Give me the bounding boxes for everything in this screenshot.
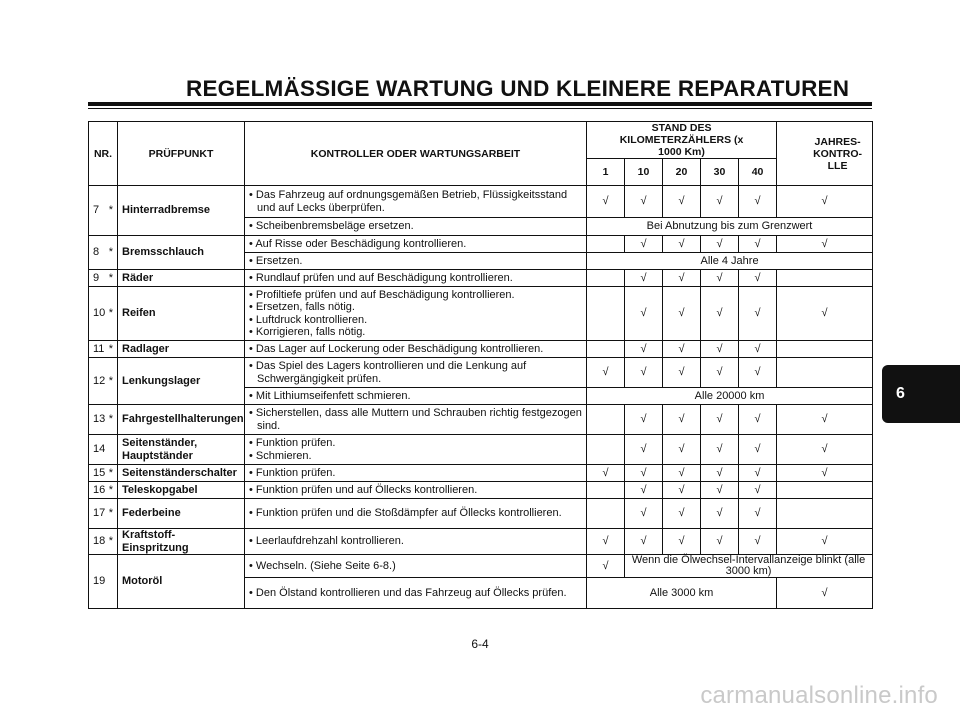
odometer-check: √ — [663, 358, 701, 388]
row-number — [89, 270, 118, 287]
row-number-value: 9 — [93, 271, 100, 284]
row-number-value: 19 — [93, 575, 106, 588]
header-kontrolle: KONTROLLER ODER WARTUNGSARBEIT — [245, 122, 587, 186]
odometer-check: √ — [739, 435, 777, 465]
action-text: • Rundlauf prüfen und auf Beschädigung kontrollieren. — [249, 272, 582, 285]
action-text: • Wechseln. (Siehe Seite 6-8.) — [249, 560, 582, 573]
row-action — [245, 236, 587, 253]
page-title: REGELMÄSSIGE WARTUNG UND KLEINERE REPARATUREN — [186, 76, 850, 101]
row-star: * — [108, 271, 113, 284]
odometer-check: √ — [663, 287, 701, 341]
row-action — [245, 578, 587, 609]
annual-check — [777, 482, 873, 499]
row-number — [89, 236, 118, 270]
watermark: carmanualsonline.info — [700, 682, 938, 709]
table-row — [89, 287, 873, 341]
table-row — [89, 529, 873, 555]
odometer-check: √ — [739, 341, 777, 358]
row-action — [245, 555, 587, 578]
odometer-check: √ — [587, 529, 625, 555]
row-star: * — [108, 466, 113, 479]
action-text: • Das Fahrzeug auf ordnungsgemäßen Betrieb, Flüssigkeitsstand und auf Lecks überprüfen. — [249, 189, 582, 214]
row-number — [89, 482, 118, 499]
row-star: * — [108, 342, 113, 355]
odometer-check: √ — [625, 529, 663, 555]
odometer-check: √ — [587, 358, 625, 388]
odometer-check: √ — [739, 465, 777, 482]
row-number — [89, 405, 118, 435]
odometer-check: √ — [625, 482, 663, 499]
row-action — [245, 465, 587, 482]
row-action — [245, 358, 587, 388]
odometer-check: √ — [739, 236, 777, 253]
row-pruefpunkt: Kraftstoff-Einspritzung — [118, 529, 245, 555]
odometer-check: √ — [701, 529, 739, 555]
row-pruefpunkt: Fahrgestellhalterungen — [118, 405, 245, 435]
row-star: * — [108, 204, 113, 217]
odometer-check: √ — [587, 555, 625, 578]
table-row — [89, 358, 873, 388]
row-star: * — [108, 413, 113, 426]
annual-check: √ — [777, 186, 873, 218]
odometer-check: √ — [701, 435, 739, 465]
odometer-check: √ — [663, 529, 701, 555]
row-action — [245, 388, 587, 405]
row-number-value: 12 — [93, 374, 106, 387]
odometer-check: √ — [739, 529, 777, 555]
row-number-value: 13 — [93, 413, 106, 426]
odometer-check: √ — [739, 287, 777, 341]
header-jahreskontrolle: JAHRES-KONTRO-LLE — [777, 122, 873, 186]
odometer-check: √ — [701, 499, 739, 529]
odometer-check: √ — [701, 341, 739, 358]
row-number — [89, 529, 118, 555]
action-text: • Funktion prüfen. — [249, 437, 582, 450]
interval-note: Alle 20000 km — [587, 388, 873, 405]
action-text: • Funktion prüfen und auf Öllecks kontrollieren. — [249, 484, 582, 497]
annual-check — [777, 341, 873, 358]
annual-check — [777, 358, 873, 388]
row-number-value: 18 — [93, 535, 106, 548]
row-number — [89, 499, 118, 529]
row-pruefpunkt: Seitenständerschalter — [118, 465, 245, 482]
row-number — [89, 287, 118, 341]
row-number — [89, 465, 118, 482]
annual-check: √ — [777, 435, 873, 465]
action-text: • Sicherstellen, dass alle Muttern und Schrauben richtig festgezogen sind. — [249, 407, 582, 432]
row-number-value: 8 — [93, 246, 100, 259]
row-star: * — [108, 307, 113, 320]
row-number — [89, 358, 118, 405]
odometer-check: √ — [663, 482, 701, 499]
annual-check: √ — [777, 405, 873, 435]
row-number-value: 10 — [93, 307, 106, 320]
action-text: • Funktion prüfen. — [249, 467, 582, 480]
odometer-check: √ — [701, 482, 739, 499]
annual-check: √ — [777, 578, 873, 609]
action-text: • Ersetzen, falls nötig. — [249, 301, 582, 314]
header-odo-40: 40 — [739, 159, 777, 186]
row-star: * — [108, 535, 113, 548]
row-action — [245, 270, 587, 287]
row-star: * — [108, 507, 113, 520]
table-row — [89, 555, 873, 578]
header-odo-10: 10 — [625, 159, 663, 186]
table-row — [89, 186, 873, 218]
row-pruefpunkt: Federbeine — [118, 499, 245, 529]
row-number — [89, 186, 118, 236]
row-pruefpunkt: Motoröl — [118, 555, 245, 609]
odometer-check: √ — [625, 358, 663, 388]
annual-check: √ — [777, 236, 873, 253]
header-pruefpunkt: PRÜFPUNKT — [118, 122, 245, 186]
odometer-check: √ — [701, 465, 739, 482]
odometer-check: √ — [663, 186, 701, 218]
page-number: 6-4 — [471, 637, 489, 651]
row-number-value: 14 — [93, 443, 106, 456]
action-text: • Den Ölstand kontrollieren und das Fahrzeug auf Öllecks prüfen. — [249, 587, 582, 600]
odometer-check: √ — [587, 186, 625, 218]
odometer-check: √ — [663, 499, 701, 529]
table-row — [89, 270, 873, 287]
action-text: • Das Spiel des Lagers kontrollieren und die Lenkung auf Schwergängigkeit prüfen. — [249, 360, 582, 385]
header-odo-30: 30 — [701, 159, 739, 186]
row-action — [245, 287, 587, 341]
odometer-check: √ — [739, 482, 777, 499]
header-odometer: STAND DES KILOMETERZÄHLERS (x 1000 Km) — [587, 122, 777, 159]
row-number-value: 11 — [93, 342, 105, 355]
odometer-check: √ — [739, 405, 777, 435]
odometer-check — [587, 435, 625, 465]
odometer-check: √ — [625, 499, 663, 529]
odometer-check: √ — [625, 186, 663, 218]
row-action — [245, 405, 587, 435]
odometer-check — [587, 270, 625, 287]
row-number-value: 17 — [93, 507, 106, 520]
odometer-check — [587, 482, 625, 499]
action-text: • Mit Lithiumseifenfett schmieren. — [249, 390, 582, 403]
odometer-check: √ — [663, 465, 701, 482]
odometer-check — [587, 236, 625, 253]
table-row — [89, 405, 873, 435]
title-rule-thin — [88, 108, 872, 109]
odometer-check: √ — [739, 270, 777, 287]
action-text: • Luftdruck kontrollieren. — [249, 314, 582, 327]
odometer-check: √ — [701, 358, 739, 388]
odometer-check: √ — [739, 186, 777, 218]
table-row — [89, 482, 873, 499]
action-text: • Korrigieren, falls nötig. — [249, 326, 582, 339]
action-text: • Scheibenbremsbeläge ersetzen. — [249, 220, 582, 233]
action-text: • Das Lager auf Lockerung oder Beschädigung kontrollieren. — [249, 343, 582, 356]
odometer-check — [587, 405, 625, 435]
odometer-check: √ — [663, 435, 701, 465]
row-number — [89, 341, 118, 358]
row-action — [245, 253, 587, 270]
odometer-check: √ — [701, 405, 739, 435]
action-text: • Funktion prüfen und die Stoßdämpfer auf Öllecks kontrollieren. — [249, 507, 582, 520]
row-action — [245, 341, 587, 358]
interval-note: Bei Abnutzung bis zum Grenzwert — [587, 218, 873, 236]
table-row — [89, 236, 873, 253]
row-action — [245, 482, 587, 499]
odometer-check: √ — [663, 341, 701, 358]
odometer-check — [587, 499, 625, 529]
annual-check: √ — [777, 287, 873, 341]
odometer-check: √ — [701, 270, 739, 287]
odometer-check — [587, 287, 625, 341]
row-action — [245, 435, 587, 465]
row-pruefpunkt: Bremsschlauch — [118, 236, 245, 270]
odometer-check: √ — [625, 405, 663, 435]
header-odo-20: 20 — [663, 159, 701, 186]
odometer-check: √ — [663, 405, 701, 435]
odometer-check: √ — [625, 341, 663, 358]
row-number — [89, 435, 118, 465]
table-row — [89, 499, 873, 529]
table-body — [89, 186, 873, 609]
odometer-check: √ — [701, 287, 739, 341]
table-row — [89, 341, 873, 358]
row-pruefpunkt: Seitenständer, Hauptständer — [118, 435, 245, 465]
row-pruefpunkt: Reifen — [118, 287, 245, 341]
title-rule-thick — [88, 102, 872, 106]
row-pruefpunkt: Teleskopgabel — [118, 482, 245, 499]
row-action — [245, 218, 587, 236]
row-star: * — [108, 246, 113, 259]
row-pruefpunkt: Räder — [118, 270, 245, 287]
action-text: • Schmieren. — [249, 450, 582, 463]
annual-check: √ — [777, 529, 873, 555]
row-action — [245, 529, 587, 555]
table-row — [89, 465, 873, 482]
action-text: • Profiltiefe prüfen und auf Beschädigung kontrollieren. — [249, 289, 582, 302]
odometer-check: √ — [625, 270, 663, 287]
row-number-value: 7 — [93, 204, 100, 217]
odometer-check — [587, 341, 625, 358]
chapter-tab: 6 — [882, 365, 960, 423]
row-star: * — [108, 374, 113, 387]
odometer-check: √ — [587, 465, 625, 482]
maintenance-table — [88, 121, 873, 609]
odometer-check: √ — [739, 358, 777, 388]
odometer-check: √ — [625, 435, 663, 465]
row-pruefpunkt: Hinterradbremse — [118, 186, 245, 236]
odometer-check: √ — [663, 236, 701, 253]
row-star: * — [108, 483, 113, 496]
odometer-check: √ — [625, 287, 663, 341]
header-nr: NR. — [89, 122, 118, 186]
odometer-check: √ — [701, 186, 739, 218]
annual-check: √ — [777, 465, 873, 482]
header-odo-1: 1 — [587, 159, 625, 186]
interval-note: Wenn die Ölwechsel-Intervallanzeige blinkt (alle 3000 km) — [625, 555, 873, 578]
odometer-check: √ — [701, 236, 739, 253]
odometer-check: √ — [739, 499, 777, 529]
row-pruefpunkt: Radlager — [118, 341, 245, 358]
odometer-check: √ — [625, 465, 663, 482]
row-number-value: 15 — [93, 466, 106, 479]
odometer-check: √ — [663, 270, 701, 287]
action-text: • Auf Risse oder Beschädigung kontrollieren. — [249, 238, 582, 251]
interval-note: Alle 3000 km — [587, 578, 777, 609]
table-row — [89, 435, 873, 465]
action-text: • Leerlaufdrehzahl kontrollieren. — [249, 535, 582, 548]
odometer-check: √ — [625, 236, 663, 253]
row-action — [245, 499, 587, 529]
action-text: • Ersetzen. — [249, 255, 582, 268]
row-number — [89, 555, 118, 609]
row-action — [245, 186, 587, 218]
annual-check — [777, 499, 873, 529]
row-number-value: 16 — [93, 483, 106, 496]
interval-note: Alle 4 Jahre — [587, 253, 873, 270]
annual-check — [777, 270, 873, 287]
row-pruefpunkt: Lenkungslager — [118, 358, 245, 405]
